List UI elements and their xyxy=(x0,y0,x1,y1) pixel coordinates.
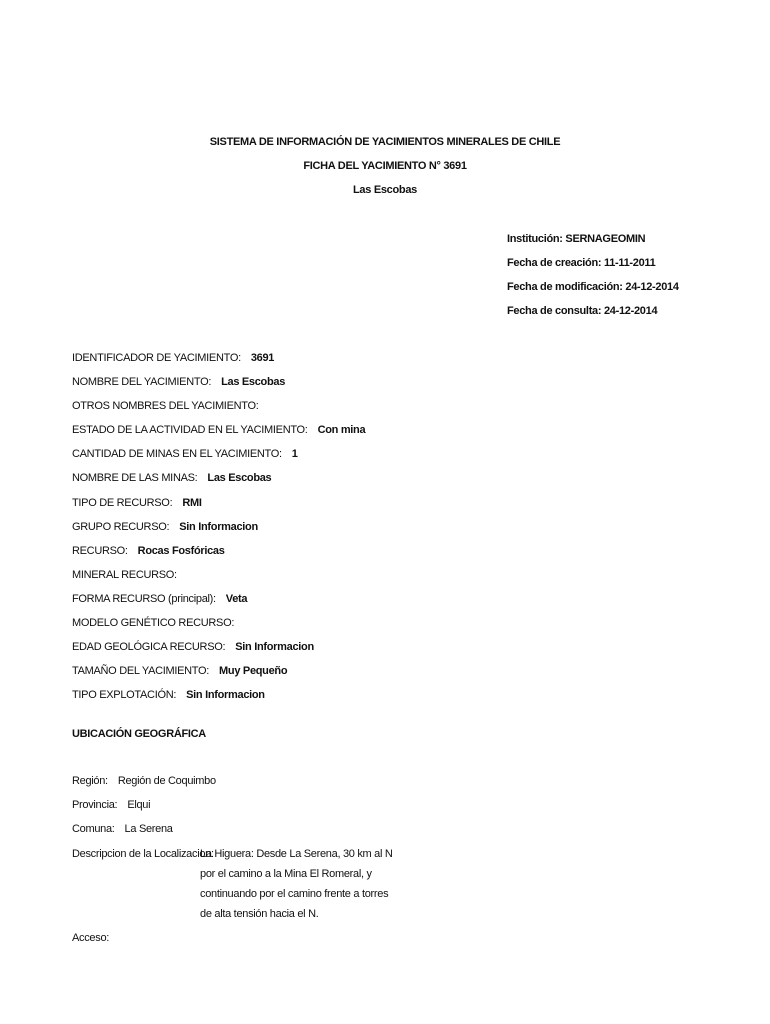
field-value: RMI xyxy=(182,496,202,509)
field-label: ESTADO DE LA ACTIVIDAD EN EL YACIMIENTO: xyxy=(72,424,308,437)
geo-row xyxy=(72,823,216,835)
geo-label: Región: xyxy=(72,775,108,787)
institution: Institución: SERNAGEOMIN xyxy=(507,233,646,245)
field-value: Sin Informacion xyxy=(179,520,258,533)
geo-label: Provincia: xyxy=(72,799,118,811)
field-row xyxy=(72,617,365,629)
document-header xyxy=(0,136,770,208)
field-label: TIPO EXPLOTACIÓN: xyxy=(72,689,177,702)
field-label: TAMAÑO DEL YACIMIENTO: xyxy=(72,665,210,678)
field-row xyxy=(72,376,365,388)
field-row xyxy=(72,521,365,533)
field-row xyxy=(72,497,365,509)
geo-label: Comuna: xyxy=(72,823,115,835)
field-label: NOMBRE DE LAS MINAS: xyxy=(72,472,198,485)
field-label: MINERAL RECURSO: xyxy=(72,568,177,581)
field-row xyxy=(72,400,365,412)
field-value: 1 xyxy=(291,448,298,461)
section-title: UBICACIÓN GEOGRÁFICA xyxy=(72,728,206,740)
field-row xyxy=(72,545,365,557)
field-label: EDAD GEOLÓGICA RECURSO: xyxy=(72,641,226,654)
field-label: NOMBRE DEL YACIMIENTO: xyxy=(72,376,212,389)
field-row xyxy=(72,424,365,436)
field-row xyxy=(72,641,365,653)
field-value: Sin Informacion xyxy=(235,641,314,654)
description-label: Descripcion de la Localizacion: xyxy=(72,848,214,860)
field-value: Sin Informacion xyxy=(186,689,265,702)
field-label: OTROS NOMBRES DEL YACIMIENTO: xyxy=(72,400,259,413)
field-label: RECURSO: xyxy=(72,544,128,557)
field-label: TIPO DE RECURSO: xyxy=(72,496,173,509)
field-value: Muy Pequeño xyxy=(219,665,288,678)
field-value: Veta xyxy=(225,592,248,605)
field-value: Las Escobas xyxy=(221,376,286,389)
geo-row xyxy=(72,775,216,787)
field-label: CANTIDAD DE MINAS EN EL YACIMIENTO: xyxy=(72,448,282,461)
field-row xyxy=(72,569,365,581)
geo-value: Región de Coquimbo xyxy=(117,775,216,787)
deposit-name: Las Escobas xyxy=(353,184,417,196)
field-row xyxy=(72,352,365,364)
field-row xyxy=(72,448,365,460)
deposit-fields xyxy=(72,352,365,713)
query-date: Fecha de consulta: 24-12-2014 xyxy=(507,305,658,317)
geo-fields xyxy=(72,775,216,847)
field-row xyxy=(72,472,365,484)
field-row xyxy=(72,665,365,677)
field-value: Las Escobas xyxy=(207,472,272,485)
system-title: SISTEMA DE INFORMACIÓN DE YACIMIENTOS MINERALES DE CHILE xyxy=(209,136,561,148)
field-label: GRUPO RECURSO: xyxy=(72,520,170,533)
field-value: Con mina xyxy=(317,424,366,437)
field-value: Rocas Fosfóricas xyxy=(137,544,225,557)
field-row xyxy=(72,689,365,701)
field-label: MODELO GENÉTICO RECURSO: xyxy=(72,617,235,630)
field-row xyxy=(72,593,365,605)
geo-value: La Serena xyxy=(124,823,173,835)
geo-value: Elqui xyxy=(127,799,151,811)
description-text: La Higuera: Desde La Serena, 30 km al N por el camino a la Mina El Romeral, y continuando por el camino frente a torres de alta tensión hacia el N. xyxy=(200,848,393,920)
access-label: Acceso: xyxy=(72,932,110,944)
field-value: 3691 xyxy=(250,352,275,364)
field-label: IDENTIFICADOR DE YACIMIENTO: xyxy=(72,352,241,364)
record-title: FICHA DEL YACIMIENTO N° 3691 xyxy=(303,160,467,172)
creation-date: Fecha de creación: 11-11-2011 xyxy=(507,257,656,269)
record-metadata xyxy=(507,233,679,329)
geo-row xyxy=(72,799,216,811)
modification-date: Fecha de modificación: 24-12-2014 xyxy=(507,281,679,293)
field-label: FORMA RECURSO (principal): xyxy=(72,592,216,605)
